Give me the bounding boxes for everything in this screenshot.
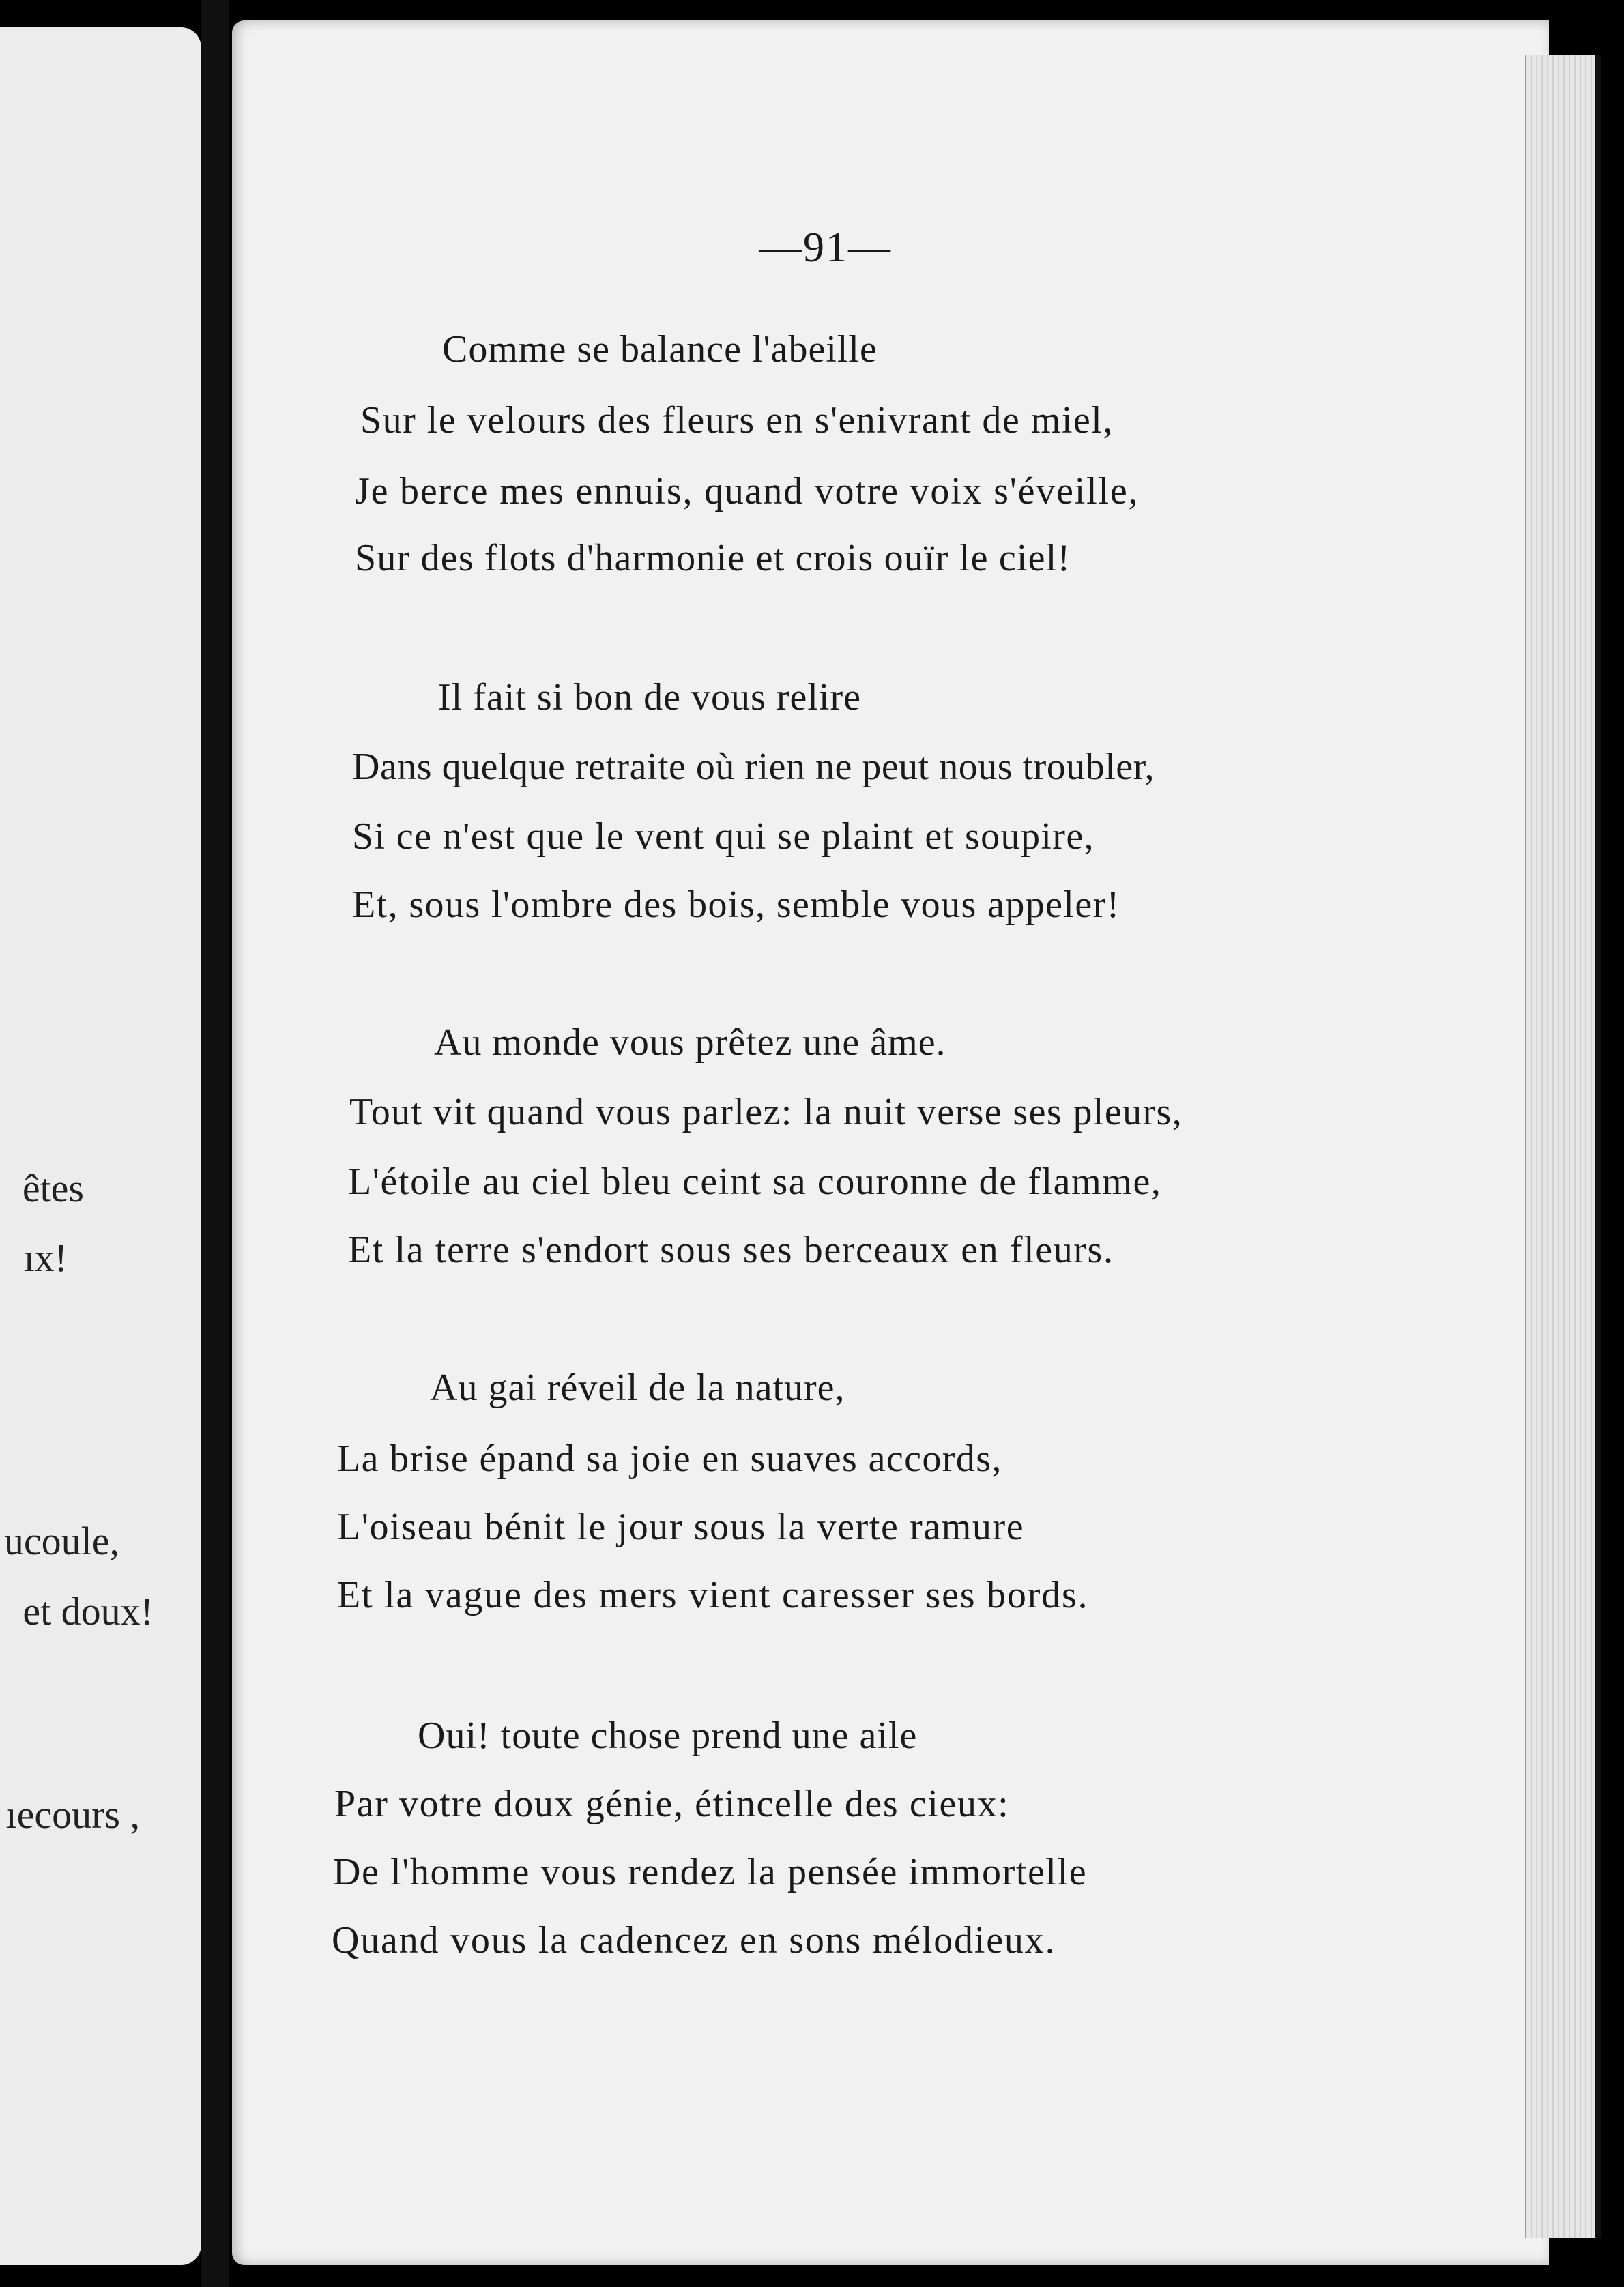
page-edges	[1525, 55, 1601, 2238]
verse-line: Si ce n'est que le vent qui se plaint et soupire,	[352, 815, 1095, 858]
verse-line: Je berce mes ennuis, quand votre voix s'éveille,	[355, 470, 1140, 512]
left-page-fragment: ıecours ,	[5, 1792, 140, 1837]
left-page-fragment: et doux!	[23, 1589, 154, 1633]
left-page-fragment: ıx!	[23, 1236, 68, 1280]
verse-line: Et, sous l'ombre des bois, semble vous appeler!	[352, 884, 1120, 926]
verse-line: Oui! toute chose prend une aile	[418, 1715, 918, 1757]
verse-line: De l'homme vous rendez la pensée immortelle	[333, 1851, 1088, 1893]
verse-line: Sur le velours des fleurs en s'enivrant de miel,	[360, 399, 1114, 441]
verse-line: Par votre doux génie, étincelle des cieux:	[334, 1783, 1010, 1825]
left-facing-page	[0, 27, 201, 2265]
verse-line: Au monde vous prêtez une âme.	[434, 1021, 946, 1064]
verse-line: Dans quelque retraite où rien ne peut nous troubler,	[352, 746, 1155, 788]
verse-line: Tout vit quand vous parlez: la nuit verse ses pleurs,	[349, 1091, 1183, 1133]
left-page-fragment: êtes	[22, 1166, 84, 1210]
verse-line: Quand vous la cadencez en sons mélodieux.	[332, 1919, 1056, 1962]
verse-line: Comme se balance l'abeille	[442, 328, 878, 370]
left-page-fragment: ucoule,	[3, 1519, 119, 1563]
verse-line: Et la terre s'endort sous ses berceaux en fleurs.	[348, 1229, 1114, 1271]
page-number-text: —91—	[759, 224, 892, 271]
verse-line: La brise épand sa joie en suaves accords,	[337, 1438, 1002, 1480]
verse-line: L'oiseau bénit le jour sous la verte ramure	[337, 1506, 1025, 1548]
verse-line: Il fait si bon de vous relire	[438, 676, 861, 718]
page-number	[0, 224, 1624, 272]
verse-line: Sur des flots d'harmonie et crois ouïr le ciel!	[355, 537, 1071, 579]
book-gutter	[201, 0, 229, 2287]
verse-line: L'étoile au ciel bleu ceint sa couronne de flamme,	[348, 1161, 1162, 1203]
verse-line: Et la vague des mers vient caresser ses bords.	[337, 1574, 1089, 1616]
verse-line: Au gai réveil de la nature,	[430, 1367, 845, 1409]
